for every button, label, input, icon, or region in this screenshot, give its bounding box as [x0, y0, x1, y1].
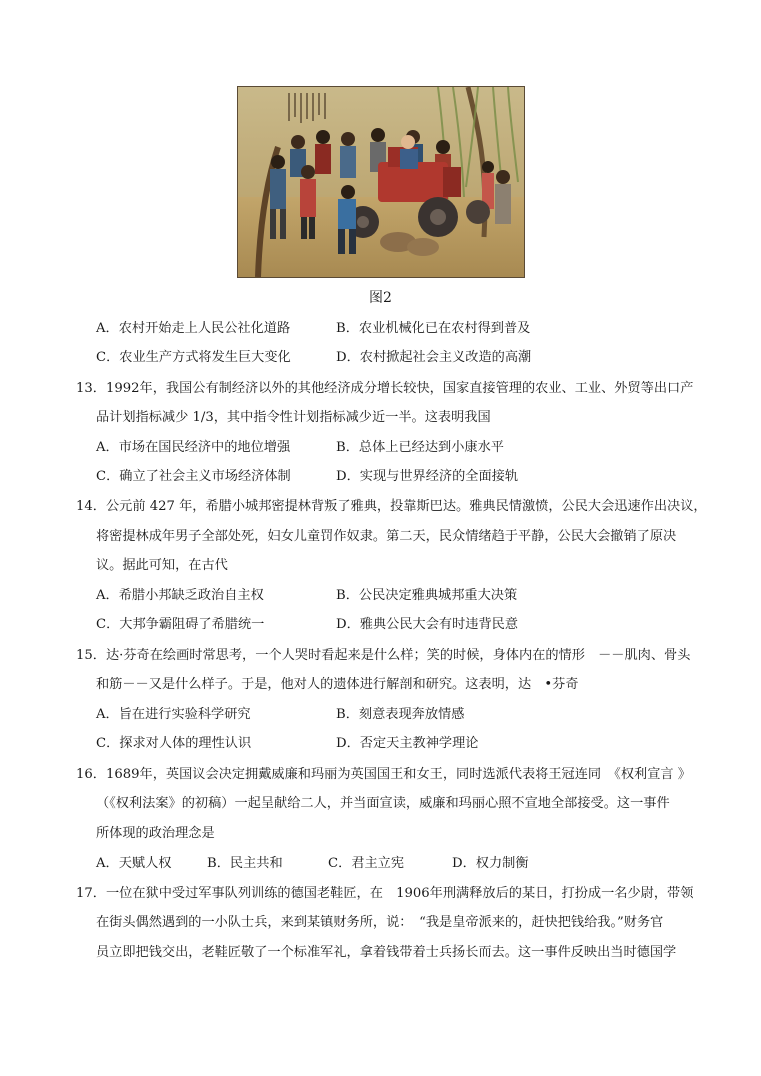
q14-stem-line2: 将密提林成年男子全部处死，妇女儿童罚作奴隶。第二天，民众情绪趋于平静，公民大会撤销了原决 — [96, 529, 677, 544]
painting-icon — [238, 87, 524, 277]
q16-option-c[interactable]: C．君主立宪 — [328, 856, 405, 871]
q16-stem-line2: （《权利法案》的初稿）一起呈献给二人，并当面宣读，威廉和玛丽心照不宣地全部接受。这一事件 — [96, 796, 670, 811]
figure-painting — [237, 86, 525, 278]
q12-option-b[interactable]: B．农业机械化已在农村得到普及 — [336, 321, 531, 336]
q15-stem-line1: 15．达·芬奇在绘画时常思考，一个人哭时看起来是什么样；笑的时候，身体内在的情形 －－肌肉、骨头 — [76, 648, 691, 663]
q13-option-a[interactable]: A．市场在国民经济中的地位增强 — [96, 440, 291, 455]
q14-stem-line3: 议。据此可知，在古代 — [96, 558, 228, 573]
q14-option-c[interactable]: C．大邦争霸阻碍了希腊统一 — [96, 617, 265, 632]
q13-option-d[interactable]: D．实现与世界经济的全面接轨 — [336, 469, 519, 484]
q12-option-d[interactable]: D．农村掀起社会主义改造的高潮 — [336, 350, 532, 365]
q12-option-c[interactable]: C．农业生产方式将发生巨大变化 — [96, 350, 291, 365]
q15-stem-line2: 和筋－－又是什么样子。于是，他对人的遗体进行解剖和研究。这表明，达 •芬奇 — [96, 677, 579, 692]
q16-option-a[interactable]: A．天赋人权 — [96, 856, 172, 871]
q15-option-c[interactable]: C．探求对人体的理性认识 — [96, 736, 252, 751]
q14-option-b[interactable]: B．公民决定雅典城邦重大决策 — [336, 588, 518, 603]
q15-option-a[interactable]: A．旨在进行实验科学研究 — [96, 707, 251, 722]
q16-stem-line3: 所体现的政治理念是 — [96, 826, 215, 841]
q15-option-b[interactable]: B．刻意表现奔放情感 — [336, 707, 465, 722]
q16-stem-line1: 16．1689年，英国议会决定拥戴威廉和玛丽为英国国王和女王，同时选派代表将王冠连同 《权利宣言 》 — [76, 767, 691, 782]
q14-option-d[interactable]: D．雅典公民大会有时违背民意 — [336, 617, 519, 632]
q13-option-c[interactable]: C．确立了社会主义市场经济体制 — [96, 469, 291, 484]
q16-option-d[interactable]: D．权力制衡 — [452, 856, 529, 871]
q13-stem-line1: 13．1992年，我国公有制经济以外的其他经济成分增长较快，国家直接管理的农业、工业、外贸等出口产 — [76, 381, 694, 396]
q14-option-a[interactable]: A．希腊小邦缺乏政治自主权 — [96, 588, 264, 603]
q13-stem-line2: 品计划指标减少 1/3，其中指令性计划指标减少近一半。这表明我国 — [96, 410, 491, 425]
q14-stem-line1: 14．公元前 427 年，希腊小城邦密提林背叛了雅典，投靠斯巴达。雅典民情激愤，公民大会迅速作出决议， — [76, 499, 707, 514]
q16-option-b[interactable]: B．民主共和 — [207, 856, 283, 871]
q13-option-b[interactable]: B．总体上已经达到小康水平 — [336, 440, 504, 455]
q12-option-a[interactable]: A．农村开始走上人民公社化道路 — [96, 321, 291, 336]
q17-stem-line2: 在街头偶然遇到的一小队士兵，来到某镇财务所，说： “我是皇帝派来的，赶快把钱给我。”财务官 — [96, 915, 664, 930]
figure-caption: 图2 — [369, 290, 392, 306]
q17-stem-line3: 员立即把钱交出，老鞋匠敬了一个标准军礼，拿着钱带着士兵扬长而去。这一事件反映出当时德国学 — [96, 945, 677, 960]
q17-stem-line1: 17．一位在狱中受过军事队列训练的德国老鞋匠，在 1906年刑满释放后的某日，打扮成一名少尉，带领 — [76, 886, 694, 901]
q15-option-d[interactable]: D．否定天主教神学理论 — [336, 736, 479, 751]
